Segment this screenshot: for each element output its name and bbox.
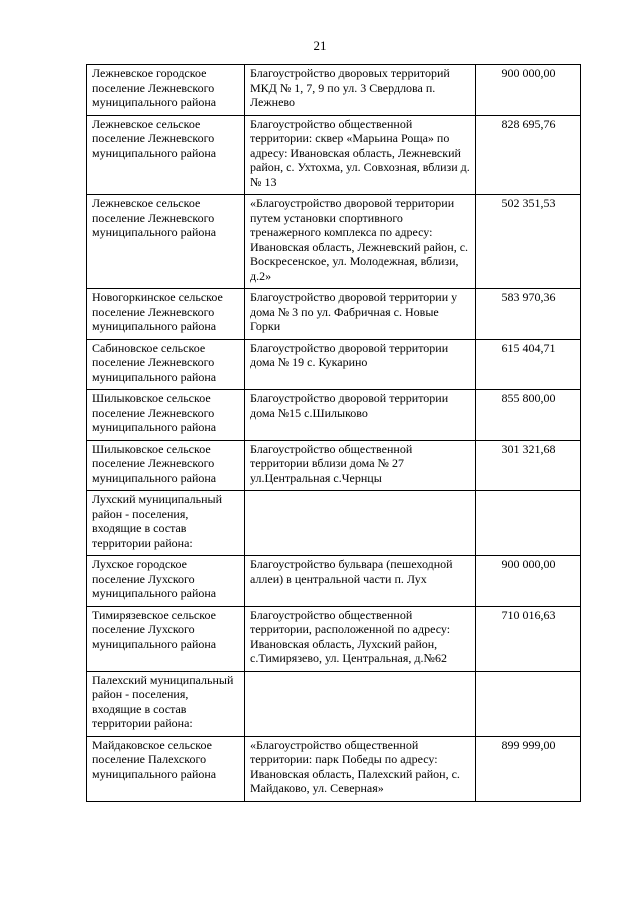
amount-cell: 900 000,00 <box>476 556 581 607</box>
budget-table <box>86 64 581 802</box>
amount-cell <box>476 671 581 736</box>
municipality-cell: Лухский муниципальный район - поселения, входящие в состав территории района: <box>87 491 245 556</box>
table-row <box>87 115 581 195</box>
project-cell: Благоустройство дворовой территории у дома № 3 по ул. Фабричная с. Новые Горки <box>245 289 476 340</box>
amount-cell <box>476 491 581 556</box>
municipality-cell: Майдаковское сельское поселение Палехского муниципального района <box>87 736 245 801</box>
municipality-cell: Лежневское городское поселение Лежневского муниципального района <box>87 65 245 116</box>
amount-cell: 855 800,00 <box>476 390 581 441</box>
municipality-cell: Новогоркинское сельское поселение Лежневского муниципального района <box>87 289 245 340</box>
amount-cell: 828 695,76 <box>476 115 581 195</box>
table-row <box>87 390 581 441</box>
project-cell <box>245 491 476 556</box>
page-number: 21 <box>313 38 327 53</box>
table-row-section-header <box>87 671 581 736</box>
table-row <box>87 339 581 390</box>
table-row <box>87 556 581 607</box>
table-row <box>87 736 581 801</box>
project-cell: «Благоустройство общественной территории: парк Победы по адресу: Ивановская область, Палехский район, с. Майдаково, ул. Северная» <box>245 736 476 801</box>
amount-cell: 615 404,71 <box>476 339 581 390</box>
project-cell: «Благоустройство дворовой территории путем установки спортивного тренажерного комплекса по адресу: Ивановская область, Лежневский район, с. Воскресенское, ул. Молодежная, вблизи, д.2» <box>245 195 476 289</box>
project-cell: Благоустройство общественной территории: сквер «Марьина Роща» по адресу: Ивановская область, Лежневский район, с. Ухтохма, ул. Совхозная, вблизи д. № 13 <box>245 115 476 195</box>
amount-cell: 502 351,53 <box>476 195 581 289</box>
municipality-cell: Лежневское сельское поселение Лежневского муниципального района <box>87 195 245 289</box>
table-row <box>87 440 581 491</box>
municipality-cell: Палехский муниципальный район - поселения, входящие в состав территории района: <box>87 671 245 736</box>
project-cell <box>245 671 476 736</box>
amount-cell: 710 016,63 <box>476 606 581 671</box>
project-cell: Благоустройство бульвара (пешеходной аллеи) в центральной части п. Лух <box>245 556 476 607</box>
municipality-cell: Сабиновское сельское поселение Лежневского муниципального района <box>87 339 245 390</box>
table-row <box>87 289 581 340</box>
project-cell: Благоустройство общественной территории, расположенной по адресу: Ивановская область, Лухский район, с.Тимирязево, ул. Центральная, д.№62 <box>245 606 476 671</box>
municipality-cell: Шилыковское сельское поселение Лежневского муниципального района <box>87 440 245 491</box>
table-row <box>87 606 581 671</box>
project-cell: Благоустройство дворовых территорий МКД № 1, 7, 9 по ул. 3 Свердлова п. Лежнево <box>245 65 476 116</box>
municipality-cell: Лухское городское поселение Лухского муниципального района <box>87 556 245 607</box>
table-row-section-header <box>87 491 581 556</box>
table-row <box>87 65 581 116</box>
municipality-cell: Шилыковское сельское поселение Лежневского муниципального района <box>87 390 245 441</box>
amount-cell: 900 000,00 <box>476 65 581 116</box>
project-cell: Благоустройство дворовой территории дома №15 с.Шилыково <box>245 390 476 441</box>
project-cell: Благоустройство дворовой территории дома № 19 с. Кукарино <box>245 339 476 390</box>
amount-cell: 301 321,68 <box>476 440 581 491</box>
municipality-cell: Тимирязевское сельское поселение Лухского муниципального района <box>87 606 245 671</box>
project-cell: Благоустройство общественной территории вблизи дома № 27 ул.Центральная с.Чернцы <box>245 440 476 491</box>
municipality-cell: Лежневское сельское поселение Лежневского муниципального района <box>87 115 245 195</box>
amount-cell: 899 999,00 <box>476 736 581 801</box>
amount-cell: 583 970,36 <box>476 289 581 340</box>
table-row <box>87 195 581 289</box>
